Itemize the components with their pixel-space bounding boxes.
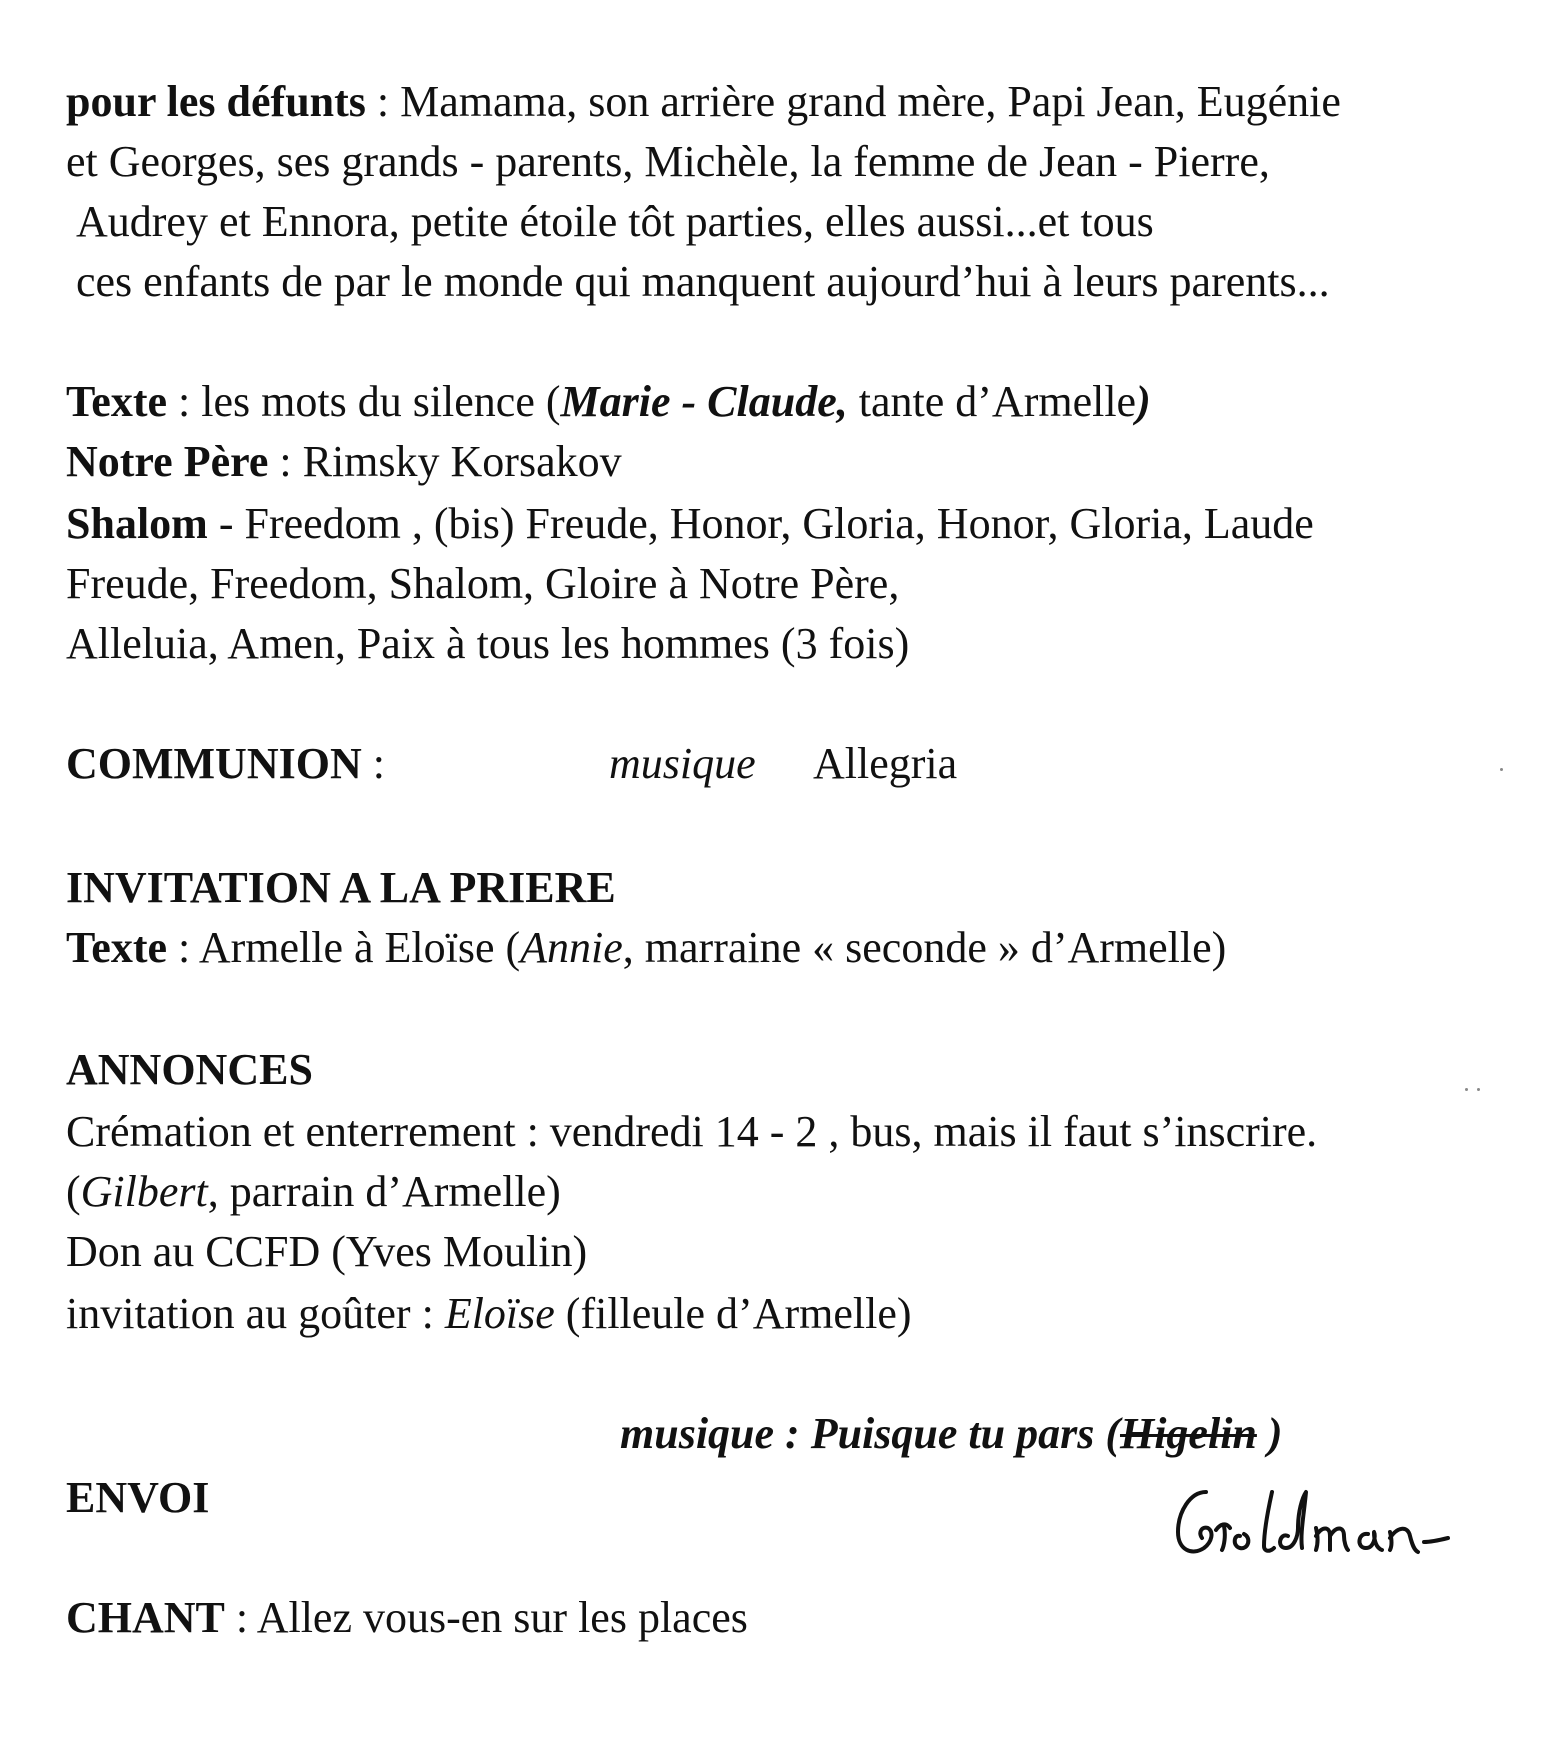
texte-label: Texte — [66, 923, 168, 972]
annonces-heading: ANNONCES — [66, 1045, 313, 1094]
texte-silence-line: Texte : les mots du silence (Marie - Claude, tante d’Armelle) — [66, 377, 1151, 426]
communion-heading: COMMUNION — [66, 739, 362, 788]
envoi-heading: ENVOI — [66, 1473, 210, 1522]
invitation-texte-line: Texte : Armelle à Eloïse (Annie, marraine « seconde » d’Armelle) — [66, 923, 1227, 972]
shalom-label: Shalom — [66, 499, 208, 548]
texte-label: Texte — [66, 377, 168, 426]
shalom-line-1: Shalom - Freedom , (bis) Freude, Honor, Gloria, Honor, Gloria, Laude — [66, 499, 1314, 548]
communion-music-label: musique — [609, 739, 756, 788]
defunts-line-3: Audrey et Ennora, petite étoile tôt parties, elles aussi...et tous — [76, 197, 1154, 246]
chant-line: CHANT : Allez vous-en sur les places — [66, 1593, 748, 1642]
defunts-label: pour les défunts — [66, 77, 366, 126]
scan-speck — [1465, 1088, 1468, 1091]
defunts-line-4: ces enfants de par le monde qui manquent aujourd’hui à leurs parents... — [76, 257, 1330, 306]
defunts-line-1: pour les défunts : Mamama, son arrière grand mère, Papi Jean, Eugénie — [66, 77, 1341, 126]
author-name: Marie - Claude, — [560, 377, 848, 426]
invitation-heading: INVITATION A LA PRIERE — [66, 863, 616, 912]
defunts-line-2: et Georges, ses grands - parents, Michèle, la femme de Jean - Pierre, — [66, 137, 1270, 186]
shalom-line-3: Alleluia, Amen, Paix à tous les hommes (3 fois) — [66, 619, 910, 668]
annonces-line-4: invitation au goûter : Eloïse (filleule d’Armelle) — [66, 1289, 912, 1338]
shalom-line-2: Freude, Freedom, Shalom, Gloire à Notre Père, — [66, 559, 900, 608]
notre-pere-line: Notre Père : Rimsky Korsakov — [66, 437, 622, 486]
handwritten-goldman-signature — [1168, 1470, 1468, 1580]
struck-composer: Higelin — [1119, 1409, 1257, 1458]
communion-line: COMMUNION : musique Allegria — [66, 739, 958, 788]
chant-label: CHANT — [66, 1593, 225, 1642]
annonces-line-1: Crémation et enterrement : vendredi 14 - 2 , bus, mais il faut s’inscrire. — [66, 1107, 1318, 1156]
annonces-line-2: (Gilbert, parrain d’Armelle) — [66, 1167, 561, 1216]
envoi-music-line: musique : Puisque tu pars (Higelin ) — [620, 1409, 1283, 1458]
annonces-line-3: Don au CCFD (Yves Moulin) — [66, 1227, 588, 1276]
notre-pere-label: Notre Père — [66, 437, 269, 486]
scan-speck — [1500, 768, 1503, 771]
scan-speck — [1477, 1088, 1480, 1091]
communion-music-title: Allegria — [813, 739, 958, 788]
